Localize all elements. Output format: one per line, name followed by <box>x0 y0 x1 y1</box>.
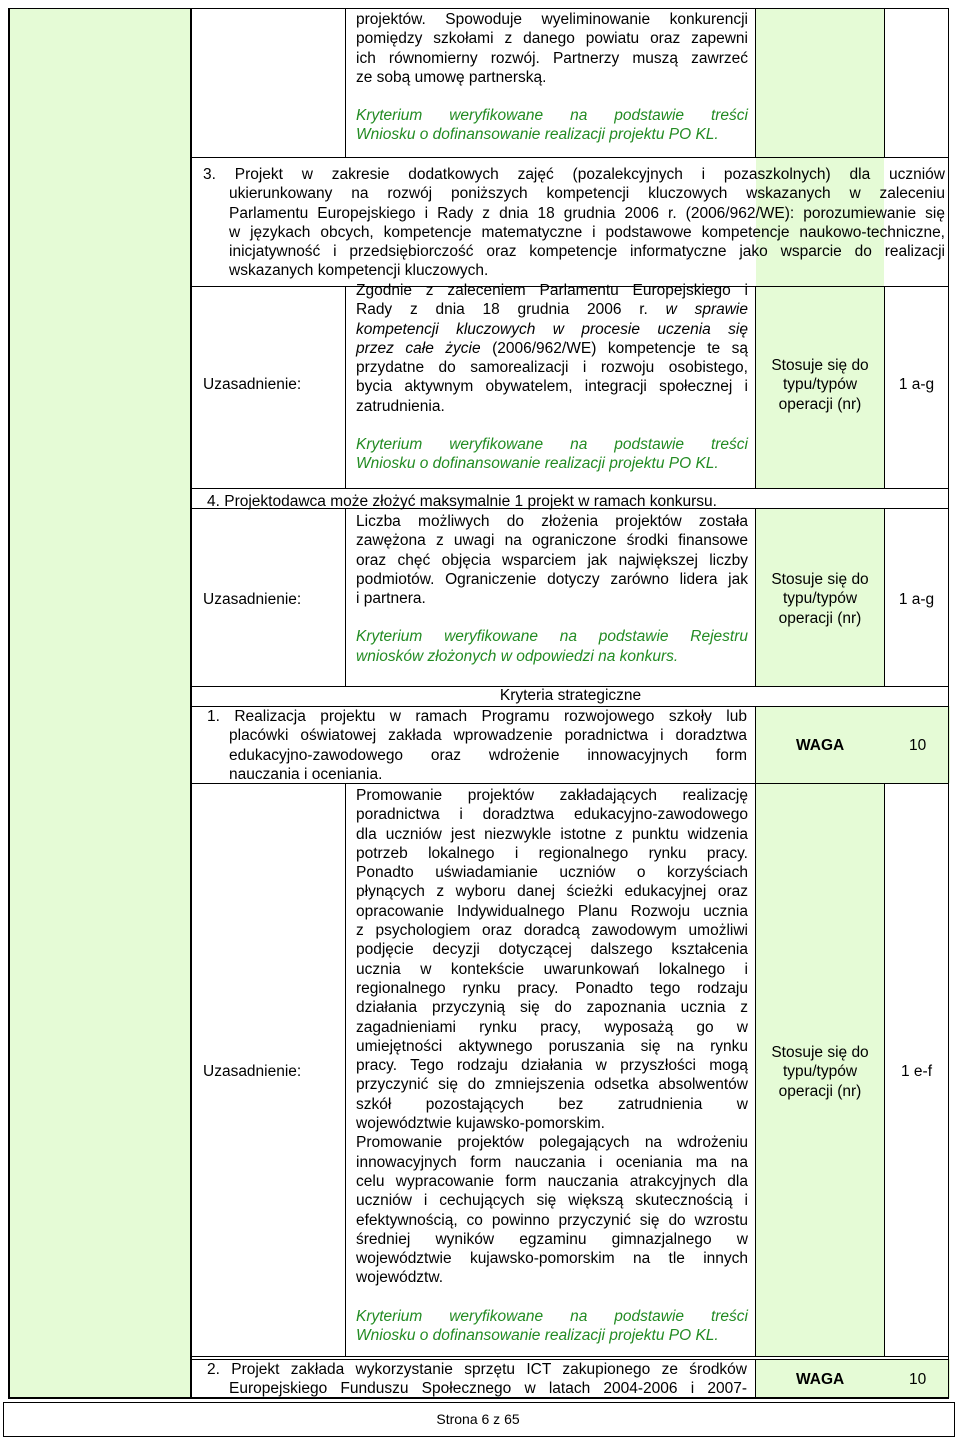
waga-value-crit1: 10 <box>909 737 927 754</box>
left-column-cell <box>8 8 192 1398</box>
text-line: zawężona z uwagi na ograniczone środki finansowe <box>356 532 748 550</box>
text-span: Rady z dnia 18 grudnia 2006 r. <box>356 301 666 319</box>
verify-text: Kryterium weryfikowane na podstawie treści <box>356 436 748 454</box>
applies-to-operations-crit3 <box>756 356 884 414</box>
text-line: województw. <box>356 1269 444 1287</box>
verify-text: Kryterium weryfikowane na podstawie treści <box>356 1307 748 1325</box>
text-line: typu/typów <box>782 1063 858 1081</box>
text-line: w językach obcych, kompetencje matematyczne i podstawowe kompetencje naukowo-techniczne, <box>229 223 945 241</box>
text-line <box>356 339 748 358</box>
text-line: podjęcie decyzji dotyczącej dalszego kształcenia <box>356 941 748 959</box>
text-line: edukacyjno-zawodowego oraz wdrożenie innowacyjnych form <box>229 746 747 764</box>
strategic-criterion-2-title <box>207 1360 747 1399</box>
text-line: 3. Projekt w zakresie dodatkowych zajęć (pozalekcyjnych i pozaszkolnych) dla uczniów <box>203 166 945 183</box>
text-line: Promowanie projektów polegających na wdrożeniu <box>356 1134 748 1152</box>
text-line: placówki oświatowej zakłada wprowadzenie poradnictwa i doradztwa <box>229 727 747 745</box>
criterion-3-justification <box>356 281 748 474</box>
text-line: inicjatywność i przedsiębiorczość oraz kompetencje informatyczne jako wsparcie do realizacji <box>229 243 945 261</box>
text-line: ich równomierny rozwój. Partnerzy muszą zawrzeć <box>356 49 748 67</box>
text-line: ucznia w kontekście uwarunkowań lokalnego i <box>356 960 748 978</box>
justification-label: Uzasadnienie: <box>203 376 302 393</box>
text-line: nauczania i oceniania. <box>229 765 383 783</box>
text-line: województwie kujawsko-pomorskim na tle innych <box>356 1250 748 1268</box>
text-line: przydatne do samorealizacji i rozwoju osobistego, <box>356 359 748 377</box>
text-line: Ponadto uświadamianie uczniów o korzyściach <box>356 864 748 882</box>
text-line: 1. Realizacja projektu w ramach Programu rozwojowego szkoły lub <box>207 708 747 725</box>
text-line: ukierunkowany na rozwój poniższych kompetencji kluczowych wskazanych w zaleceniu <box>229 185 945 203</box>
text-line <box>356 300 748 319</box>
applies-to-operations-strategic1 <box>756 1043 884 1101</box>
text-span: (2006/962/WE) kompetencje te są <box>480 339 748 357</box>
strategic-criterion-1-justification <box>356 786 748 1345</box>
text-line: pomiędzy szkołami z danego powiatu oraz zapewni <box>356 30 748 48</box>
text-line: innowacyjnych form nauczania i oceniania ma na <box>356 1153 748 1171</box>
justification-label: Uzasadnienie: <box>203 591 302 608</box>
text-line: średniej wyników egzaminu gimnazjalnego w <box>356 1230 748 1248</box>
text-line: regionalnego rynku pracy. Ponadto tego rodzaju <box>356 979 748 997</box>
page-footer: Strona 6 z 65 <box>436 1411 520 1427</box>
verify-text: Wniosku o dofinansowanie realizacji projektu PO KL. <box>356 455 719 473</box>
text-line: pracy. Tego rodzaju działania w przyszłości mogą <box>356 1057 748 1075</box>
verify-text: Wniosku o dofinansowanie realizacji projektu PO KL. <box>356 1327 719 1345</box>
text-line: celu wypracowanie form nauczania atrakcyjnych dla <box>356 1172 748 1190</box>
applies-value-crit3: 1 a-g <box>898 376 935 393</box>
waga-value-crit2: 10 <box>909 1371 927 1388</box>
justification-label: Uzasadnienie: <box>203 1063 302 1080</box>
verify-text: Kryterium weryfikowane na podstawie Rejestru <box>356 628 748 646</box>
text-line: typu/typów <box>782 590 858 608</box>
italic-span: w sprawie <box>665 301 748 319</box>
text-span: Zgodnie z zaleceniem Parlamentu Europejskiego i <box>356 282 748 299</box>
text-line: Europejskiego Funduszu Społecznego w latach 2004-2006 i 2007- <box>229 1380 747 1398</box>
text-line: podmiotów. Ograniczenie dotyczy zarówno lidera jak <box>356 570 748 588</box>
text-line: 2. Projekt zakłada wykorzystanie sprzętu ICT zakupionego ze środków <box>207 1361 747 1378</box>
text-line: Liczba możliwych do złożenia projektów została <box>356 513 748 530</box>
text-line: oraz chęć objęcia wsparciem jak największej liczby <box>356 551 748 569</box>
text-line: Promowanie projektów zakładających realizację <box>356 787 748 804</box>
text-line <box>356 281 748 300</box>
text-line: kompetencji kluczowych w procesie uczenia się <box>356 320 748 338</box>
text-line: szkół pozostających bez zatrudnienia w <box>356 1095 748 1113</box>
criterion-3-title <box>203 165 945 281</box>
text-line: i partnera. <box>356 590 426 608</box>
text-line: z psychologiem oraz doradcą zawodowym umożliwi <box>356 922 748 940</box>
verify-text: Kryterium weryfikowane na podstawie treści <box>356 107 748 125</box>
text-line: Stosuje się do <box>771 571 869 588</box>
text-line: przyczynić się do zmniejszenia odsetka absolwentów <box>356 1076 748 1094</box>
text-line: projektów. Spowoduje wyeliminowanie konkurencji <box>356 11 748 28</box>
text-line: województwie kujawsko-pomorskim. <box>356 1115 605 1133</box>
text-line: Stosuje się do <box>771 1044 869 1061</box>
text-line: opracowanie Indywidualnego Planu Rozwoju ucznia <box>356 902 748 920</box>
criterion-4-title: 4. Projektodawca może złożyć maksymalnie 1 projekt w ramach konkursu. <box>207 493 717 510</box>
text-line: ze sobą umowę partnerską. <box>356 68 547 86</box>
text-line: dla uczniów jest niezwykle istotne z punktu widzenia <box>356 825 748 843</box>
strategic-criterion-1-title <box>207 707 747 784</box>
verify-text: Wniosku o dofinansowanie realizacji projektu PO KL. <box>356 126 719 144</box>
top-continuation-text <box>356 10 748 145</box>
applies-to-operations-crit4 <box>756 570 884 628</box>
waga-label-crit1: WAGA <box>796 737 845 754</box>
text-line: potrzeb lokalnego i regionalnego rynku pracy. <box>356 844 748 862</box>
applies-value-crit4: 1 a-g <box>898 591 935 608</box>
text-line: operacji (nr) <box>778 395 862 413</box>
text-line: uczniów i cechujących się większą skutecznością i <box>356 1192 748 1210</box>
text-line: poradnictwa i doradztwa edukacyjno-zawodowego <box>356 806 748 824</box>
applies-value-strategic1: 1 e-f <box>900 1063 932 1080</box>
text-line: operacji (nr) <box>778 1082 862 1100</box>
text-line: bycia aktywnym obywatelem, integracji społecznej i <box>356 378 748 396</box>
text-line: wskazanych kompetencji kluczowych. <box>229 262 489 280</box>
text-line: typu/typów <box>782 376 858 394</box>
text-line: operacji (nr) <box>778 609 862 627</box>
text-line: Parlamentu Europejskiego i Rady z dnia 18 grudnia 2006 r. (2006/962/WE): porozumiewanie się <box>229 204 945 222</box>
text-line: Stosuje się do <box>771 357 869 374</box>
text-line: działania przyczynią się do zapoznania ucznia z <box>356 999 748 1017</box>
strategic-criteria-header: Kryteria strategiczne <box>499 687 642 704</box>
text-line: zatrudnienia. <box>356 397 445 415</box>
criterion-4-justification <box>356 512 748 666</box>
waga-label-crit2: WAGA <box>796 1371 845 1388</box>
text-line: zagadnieniami rynku pracy, wyposażą go w <box>356 1018 748 1036</box>
italic-span: przez całe życie <box>356 339 481 357</box>
text-line: umiejętności aktywnego poruszania się na rynku <box>356 1037 748 1055</box>
text-line: płynących z wyboru danej ścieżki edukacyjnej oraz <box>356 883 748 901</box>
text-line: efektywnością, co powinno przyczynić się do wzrostu <box>356 1211 748 1229</box>
verify-text: wniosków złożonych w odpowiedzi na konkurs. <box>356 647 679 665</box>
